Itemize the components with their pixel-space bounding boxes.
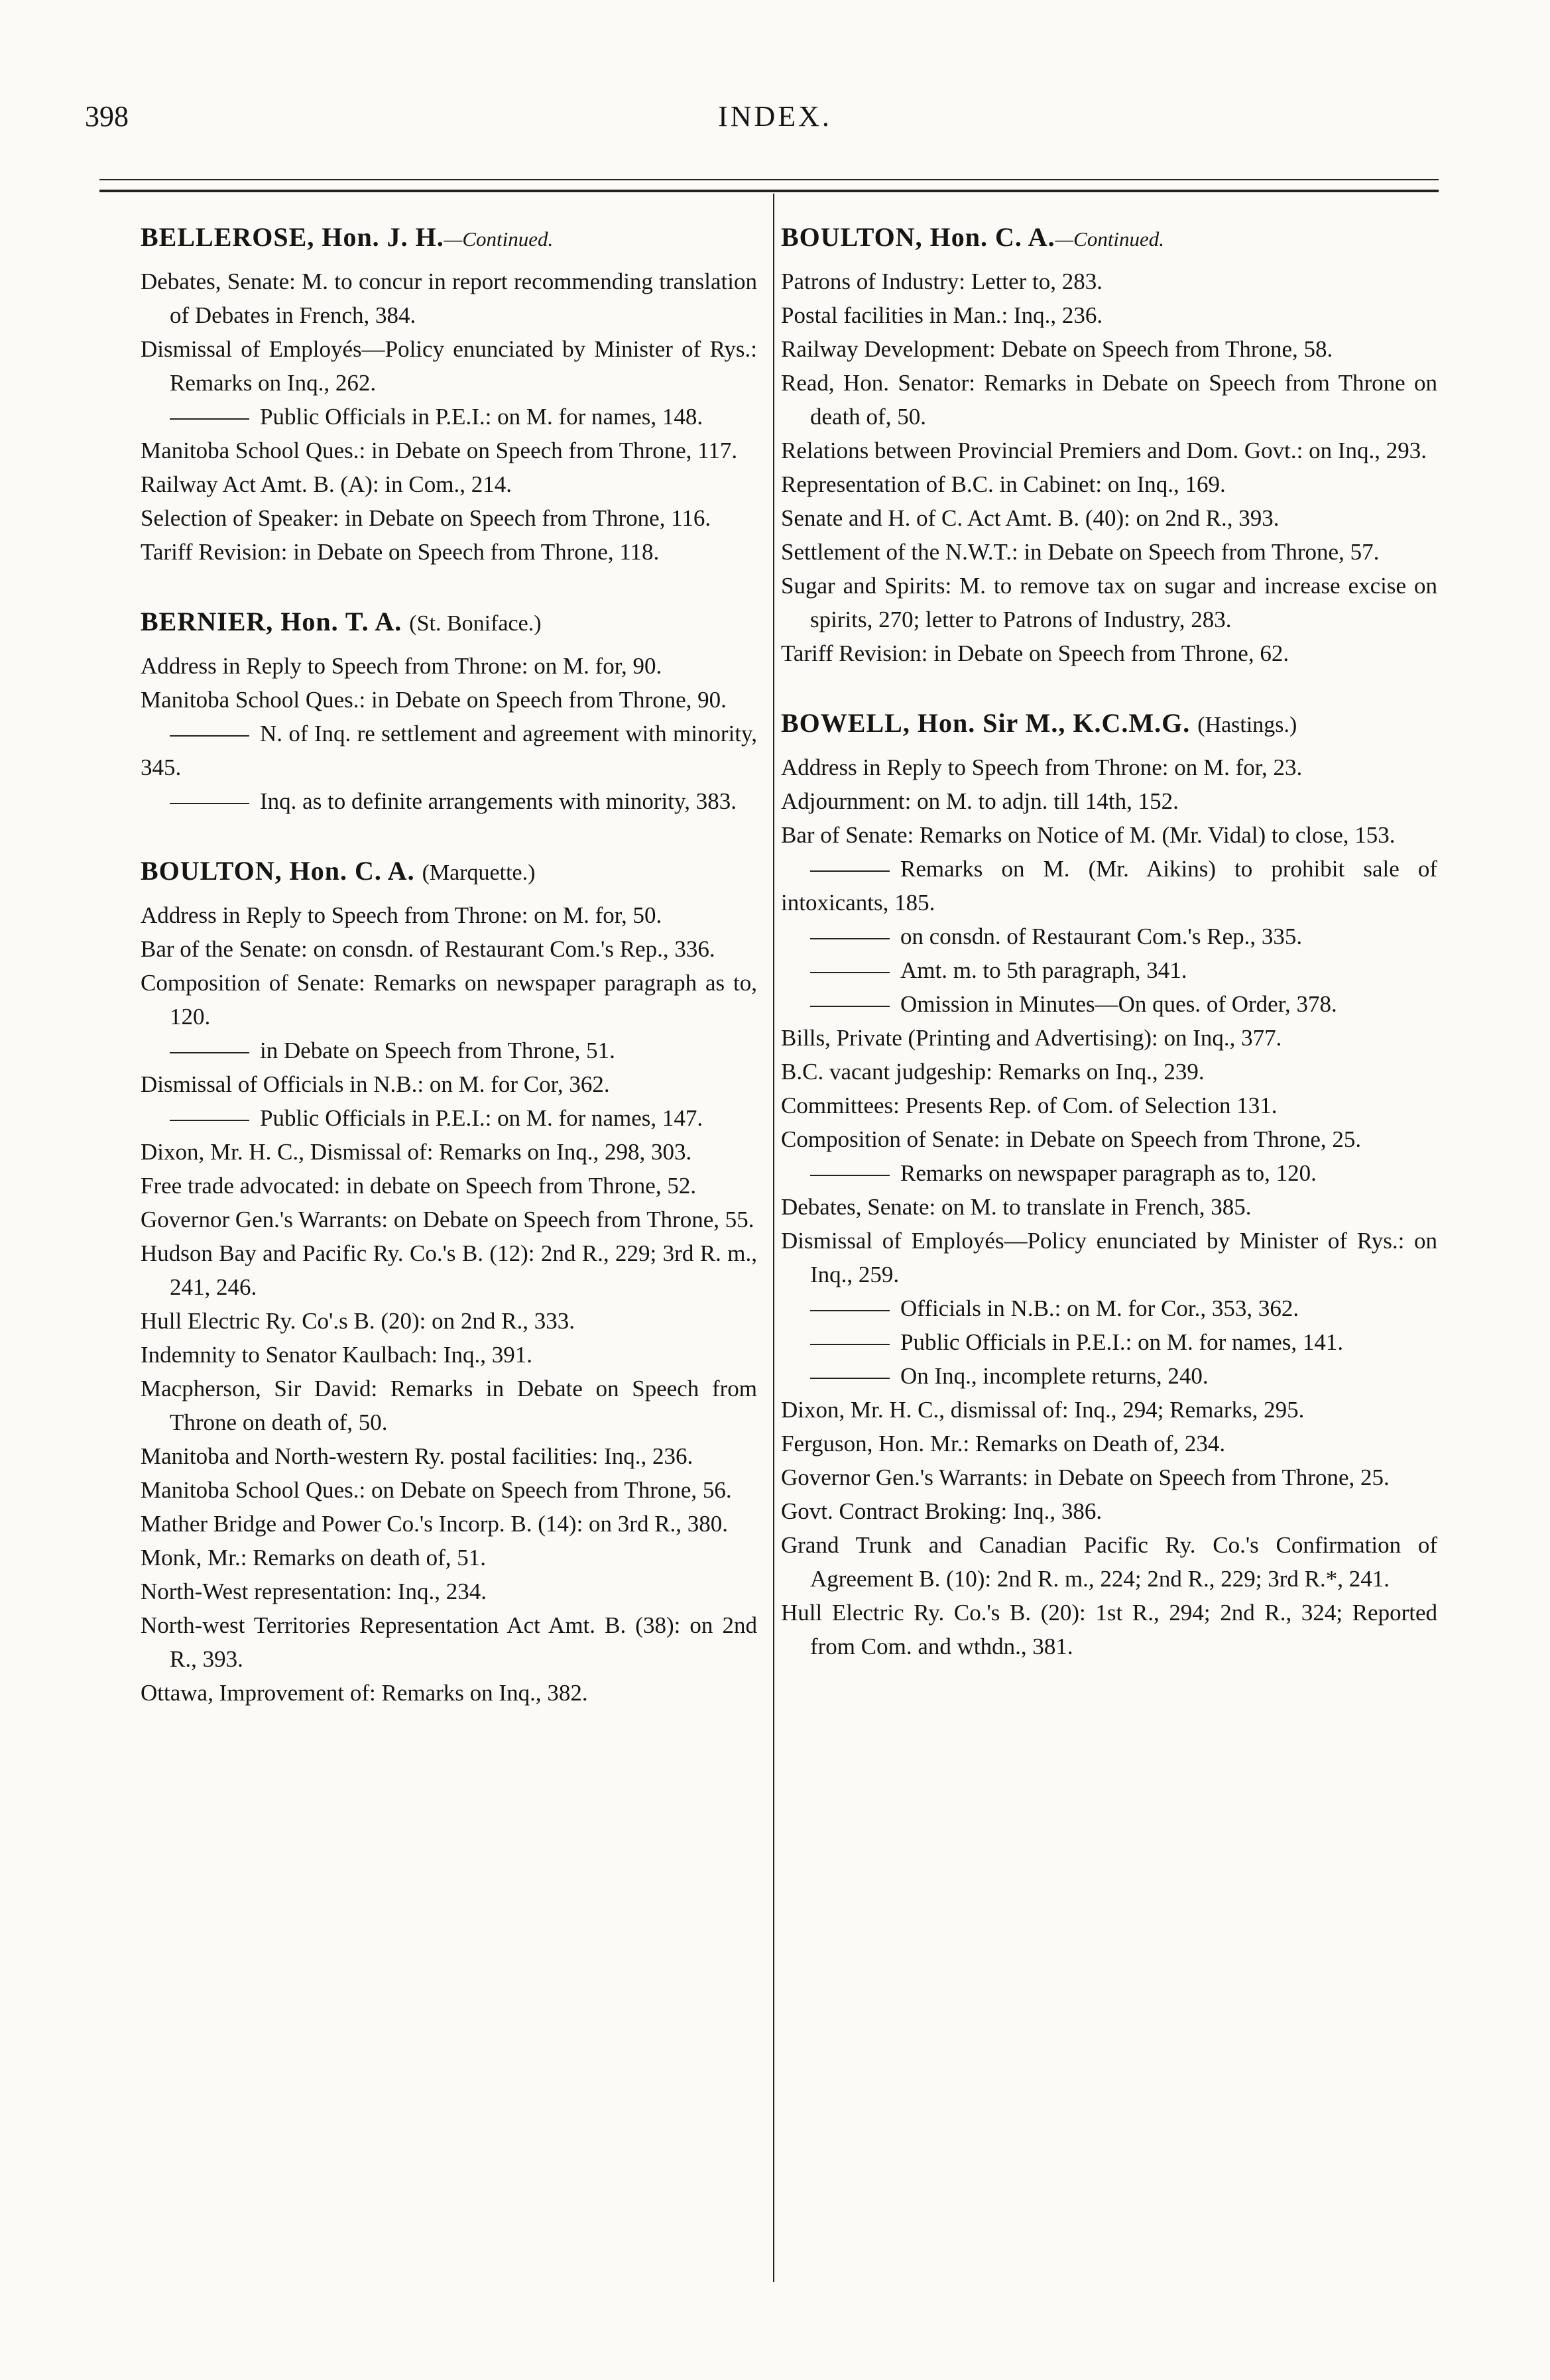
index-entry [781, 1055, 1437, 1089]
index-entry [141, 1676, 757, 1710]
entry-text: on consdn. of Restaurant Com.'s Rep., 335. [900, 923, 1303, 949]
ditto-rule [170, 1052, 249, 1053]
entry-text: Debates, Senate: M. to concur in report recommending translation of Debates in French, 384. [141, 268, 757, 328]
index-entry [141, 467, 757, 501]
index-entry [141, 1372, 757, 1439]
entry-text: B.C. vacant judgeship: Remarks on Inq., 239. [781, 1059, 1205, 1085]
entry-text: Indemnity to Senator Kaulbach: Inq., 391. [141, 1342, 532, 1368]
index-entry [141, 1507, 757, 1541]
entry-text: Inq. as to definite arrangements with minority, 383. [260, 788, 737, 814]
section-name: BERNIER, Hon. T. A. [141, 607, 402, 636]
index-entry [781, 784, 1437, 818]
index-subentry [781, 1325, 1437, 1359]
index-entry [141, 1236, 757, 1304]
entry-text: Remarks on newspaper paragraph as to, 120. [900, 1160, 1317, 1186]
entry-text: Senate and H. of C. Act Amt. B. (40): on 2nd R., 393. [781, 505, 1280, 531]
ditto-rule [810, 870, 890, 872]
section-name: BOULTON, Hon. C. A. [781, 222, 1055, 252]
section-qualifier: —Continued. [1055, 227, 1165, 251]
index-entry [781, 1122, 1437, 1156]
index-entry [141, 649, 757, 683]
index-entry [781, 467, 1437, 501]
index-entry [781, 750, 1437, 784]
index-entry [781, 1460, 1437, 1494]
entry-text: Railway Act Amt. B. (A): in Com., 214. [141, 471, 512, 497]
ditto-rule [170, 803, 249, 804]
entry-text: Hull Electric Ry. Co.'s B. (20): 1st R., 294; 2nd R., 324; Reported from Com. and wthdn., 381. [781, 1600, 1437, 1659]
section-gap [781, 670, 1437, 705]
section-heading [141, 603, 757, 642]
section-gap [141, 569, 757, 603]
ditto-rule [810, 1006, 890, 1007]
index-entry [141, 332, 757, 400]
entry-text: North-West representation: Inq., 234. [141, 1578, 487, 1604]
ditto-rule [810, 1378, 890, 1379]
entry-text: Governor Gen.'s Warrants: on Debate on Speech from Throne, 55. [141, 1207, 754, 1232]
index-entry [141, 1541, 757, 1575]
ditto-rule [810, 1310, 890, 1311]
index-subentry [781, 920, 1437, 953]
entry-text: Grand Trunk and Canadian Pacific Ry. Co.'s Confirmation of Agreement B. (10): 2nd R. m., 224; 2nd R., 229; 3rd R.*, 241. [781, 1532, 1437, 1592]
entry-text: Dismissal of Officials in N.B.: on M. for Cor, 362. [141, 1071, 610, 1097]
index-entry [141, 1067, 757, 1101]
section-gap [141, 818, 757, 853]
entry-text: Committees: Presents Rep. of Com. of Selection 131. [781, 1093, 1278, 1118]
index-subentry [141, 717, 757, 784]
index-section [781, 219, 1437, 670]
entry-text: Dismissal of Employés—Policy enunciated by Minister of Rys.: Remarks on Inq., 262. [141, 336, 757, 396]
index-entry [141, 1135, 757, 1169]
index-entry [781, 332, 1437, 366]
entry-text: Macpherson, Sir David: Remarks in Debate on Speech from Throne on death of, 50. [141, 1376, 757, 1435]
entry-text: Amt. m. to 5th paragraph, 341. [900, 957, 1187, 983]
index-entry [141, 1608, 757, 1676]
index-entry [141, 898, 757, 932]
index-entry [141, 1439, 757, 1473]
entry-text: Free trade advocated: in debate on Speech from Throne, 52. [141, 1173, 697, 1199]
entry-text: Composition of Senate: Remarks on newspaper paragraph as to, 120. [141, 970, 757, 1030]
entry-text: Address in Reply to Speech from Throne: on M. for, 23. [781, 754, 1303, 780]
section-name: BELLEROSE, Hon. J. H. [141, 222, 444, 252]
index-entry [141, 434, 757, 467]
entry-text: Composition of Senate: in Debate on Speech from Throne, 25. [781, 1126, 1362, 1152]
index-entry [781, 636, 1437, 670]
entry-text: Bar of Senate: Remarks on Notice of M. (Mr. Vidal) to close, 153. [781, 822, 1396, 848]
entry-text: Manitoba School Ques.: on Debate on Speech from Throne, 56. [141, 1477, 732, 1503]
section-heading [781, 705, 1437, 744]
entry-text: Governor Gen.'s Warrants: in Debate on Speech from Throne, 25. [781, 1464, 1390, 1490]
index-entry [781, 298, 1437, 332]
entry-text: Public Officials in P.E.I.: on M. for names, 148. [260, 404, 703, 430]
index-subentry [781, 953, 1437, 987]
header-rule-thick [99, 190, 1439, 192]
entry-text: Address in Reply to Speech from Throne: on M. for, 90. [141, 653, 662, 679]
index-entry [781, 1190, 1437, 1224]
entry-text: Manitoba School Ques.: in Debate on Speech from Throne, 90. [141, 687, 727, 713]
index-subentry [781, 852, 1437, 920]
index-entry [781, 1427, 1437, 1460]
entry-text: Representation of B.C. in Cabinet: on Inq., 169. [781, 471, 1226, 497]
index-entry [781, 1393, 1437, 1427]
left-column [141, 219, 757, 1710]
index-subentry [781, 987, 1437, 1021]
entry-text: North-west Territories Representation Act Amt. B. (38): on 2nd R., 393. [141, 1612, 757, 1672]
entry-text: Manitoba and North-western Ry. postal facilities: Inq., 236. [141, 1443, 693, 1469]
index-entry [141, 535, 757, 569]
entry-text: Dixon, Mr. H. C., dismissal of: Inq., 294; Remarks, 295. [781, 1397, 1305, 1423]
index-entry [781, 265, 1437, 298]
index-entry [141, 1338, 757, 1372]
ditto-rule [810, 938, 890, 939]
ditto-rule [810, 1175, 890, 1176]
index-entry [781, 818, 1437, 852]
entry-text: Remarks on M. (Mr. Aikins) to prohibit sale of intoxicants, 185. [781, 856, 1437, 916]
index-subentry [141, 400, 757, 434]
index-entry [781, 1528, 1437, 1596]
index-subentry [141, 784, 757, 818]
index-entry [141, 1575, 757, 1608]
ditto-rule [170, 735, 249, 737]
index-entry [141, 1473, 757, 1507]
entry-text: Tariff Revision: in Debate on Speech from Throne, 62. [781, 640, 1289, 666]
entry-text: Railway Development: Debate on Speech from Throne, 58. [781, 336, 1333, 362]
right-column [781, 219, 1437, 1663]
index-subentry [781, 1291, 1437, 1325]
index-entry [781, 366, 1437, 434]
entry-text: Manitoba School Ques.: in Debate on Speech from Throne, 117. [141, 438, 738, 463]
entry-text: Dixon, Mr. H. C., Dismissal of: Remarks on Inq., 298, 303. [141, 1139, 692, 1165]
index-entry [141, 683, 757, 717]
page-number: 398 [85, 100, 129, 133]
column-divider [773, 194, 774, 2282]
section-heading [781, 219, 1437, 258]
ditto-rule [170, 418, 249, 420]
entry-text: N. of Inq. re settlement and agreement with minority, 345. [141, 721, 757, 780]
entry-text: Monk, Mr.: Remarks on death of, 51. [141, 1545, 487, 1571]
entry-text: Settlement of the N.W.T.: in Debate on Speech from Throne, 57. [781, 539, 1380, 565]
section-name: BOWELL, Hon. Sir M., K.C.M.G. [781, 708, 1191, 738]
index-entry [781, 1021, 1437, 1055]
entry-text: Govt. Contract Broking: Inq., 386. [781, 1498, 1103, 1524]
entry-text: Patrons of Industry: Letter to, 283. [781, 268, 1103, 294]
entry-text: Tariff Revision: in Debate on Speech from Throne, 118. [141, 539, 660, 565]
index-entry [781, 1224, 1437, 1291]
entry-text: Mather Bridge and Power Co.'s Incorp. B. (14): on 3rd R., 380. [141, 1511, 729, 1537]
entry-text: Bar of the Senate: on consdn. of Restaurant Com.'s Rep., 336. [141, 936, 715, 962]
entry-text: Omission in Minutes—On ques. of Order, 378. [900, 991, 1337, 1017]
index-entry [781, 1596, 1437, 1663]
entry-text: Debates, Senate: on M. to translate in French, 385. [781, 1194, 1252, 1220]
entry-text: Read, Hon. Senator: Remarks in Debate on Speech from Throne on death of, 50. [781, 370, 1437, 430]
index-entry [781, 501, 1437, 535]
index-entry [141, 1304, 757, 1338]
index-section [141, 603, 757, 818]
index-entry [781, 1089, 1437, 1122]
page-title: INDEX. [718, 100, 832, 133]
index-entry [141, 932, 757, 966]
ditto-rule [810, 1344, 890, 1345]
ditto-rule [170, 1120, 249, 1121]
entry-text: Relations between Provincial Premiers and Dom. Govt.: on Inq., 293. [781, 438, 1427, 463]
index-entry [141, 1203, 757, 1236]
index-subentry [141, 1101, 757, 1135]
entry-text: Bills, Private (Printing and Advertising): on Inq., 377. [781, 1025, 1282, 1051]
entry-text: Adjournment: on M. to adjn. till 14th, 152. [781, 788, 1179, 814]
header-rule-thin [99, 179, 1439, 180]
entry-text: Hull Electric Ry. Co'.s B. (20): on 2nd R., 333. [141, 1308, 575, 1334]
index-entry [141, 1169, 757, 1203]
index-section [141, 219, 757, 569]
entry-text: Selection of Speaker: in Debate on Speech from Throne, 116. [141, 505, 711, 531]
index-subentry [141, 1034, 757, 1067]
entry-text: Dismissal of Employés—Policy enunciated by Minister of Rys.: on Inq., 259. [781, 1228, 1437, 1287]
index-entry [781, 535, 1437, 569]
index-section [781, 705, 1437, 1663]
index-entry [781, 1494, 1437, 1528]
index-subentry [781, 1156, 1437, 1190]
section-qualifier: (Marquette.) [422, 861, 536, 885]
section-qualifier: —Continued. [444, 227, 554, 251]
entry-text: Ferguson, Hon. Mr.: Remarks on Death of, 234. [781, 1431, 1226, 1457]
entry-text: Public Officials in P.E.I.: on M. for names, 141. [900, 1329, 1344, 1355]
index-entry [141, 265, 757, 332]
index-entry [141, 966, 757, 1034]
entry-text: Public Officials in P.E.I.: on M. for names, 147. [260, 1105, 703, 1131]
index-entry [141, 501, 757, 535]
ditto-rule [810, 972, 890, 973]
entry-text: Ottawa, Improvement of: Remarks on Inq., 382. [141, 1680, 588, 1706]
section-name: BOULTON, Hon. C. A. [141, 856, 415, 886]
index-entry [781, 434, 1437, 467]
entry-text: Postal facilities in Man.: Inq., 236. [781, 302, 1103, 328]
entry-text: in Debate on Speech from Throne, 51. [260, 1038, 615, 1063]
entry-text: On Inq., incomplete returns, 240. [900, 1363, 1209, 1389]
index-entry [781, 569, 1437, 636]
entry-text: Hudson Bay and Pacific Ry. Co.'s B. (12): 2nd R., 229; 3rd R. m., 241, 246. [141, 1240, 757, 1300]
index-subentry [781, 1359, 1437, 1393]
index-section [141, 853, 757, 1710]
section-heading [141, 853, 757, 892]
entry-text: Sugar and Spirits: M. to remove tax on sugar and increase excise on spirits, 270; letter to Patrons of Industry, 283. [781, 573, 1437, 632]
section-qualifier: (St. Boniface.) [409, 611, 542, 636]
entry-text: Address in Reply to Speech from Throne: on M. for, 50. [141, 902, 662, 928]
section-heading [141, 219, 757, 258]
section-qualifier: (Hastings.) [1197, 713, 1297, 737]
entry-text: Officials in N.B.: on M. for Cor., 353, 362. [900, 1295, 1299, 1321]
